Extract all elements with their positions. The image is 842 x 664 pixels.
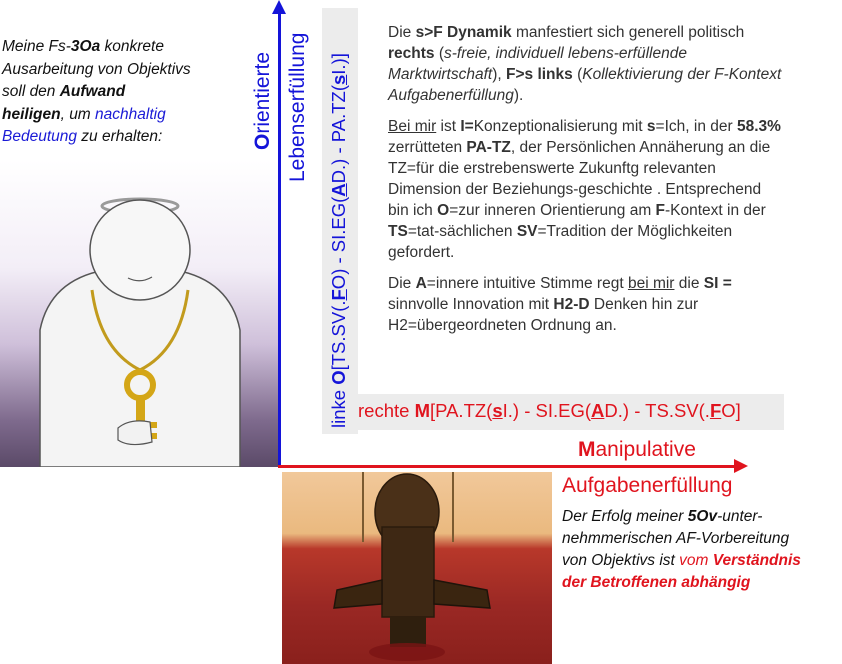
wooden-figure-illustration (282, 472, 552, 664)
figure-arm (334, 580, 382, 608)
intro-text: nachhaltig (95, 105, 166, 123)
text-span: Die (388, 275, 416, 292)
right-formula (358, 400, 741, 422)
text-span: Kollektivierung der F-Kontext Aufgabenerfüllung (388, 66, 782, 104)
red-stain (369, 643, 445, 661)
text-span: , der Persönlichen Annäherung an die TZ=für die erstrebenswerte Zukunftg relevanten Dimension der Beziehungs-geschichte . Entsprechend bin ich (388, 139, 771, 219)
x-axis-label-rest: anipulative (595, 438, 696, 461)
y-axis-line (278, 10, 281, 468)
left-formula-part: linke (328, 384, 349, 428)
explanation-paragraph (388, 22, 783, 106)
hand (118, 421, 152, 445)
left-formula-part: A (328, 183, 349, 197)
text-span: rechts (388, 45, 435, 62)
left-formula-part: [TS.SV(. (328, 300, 349, 371)
text-span: Denken hin zur H2=übergeordneten Ordnung an. (388, 296, 699, 334)
haloed-figure-illustration (0, 160, 280, 467)
text-span: zerrütteten (388, 139, 467, 156)
y-axis-label-initial: O (251, 133, 274, 150)
text-span: F (655, 202, 665, 219)
intro-text: Bedeutung (2, 128, 77, 145)
outro-text: von Objektivs ist (562, 552, 680, 569)
text-span: =Ich, in der (655, 118, 737, 135)
right-formula-part: M (414, 400, 430, 421)
text-span: s (646, 118, 656, 135)
text-span: s-freie, individuell lebens-erfüllende Marktwirtschaft (388, 45, 687, 83)
right-formula-part: F (709, 400, 722, 421)
text-span: F>s links (506, 66, 573, 83)
text-span: SV (516, 223, 538, 240)
left-formula-part: I.)] (328, 53, 349, 75)
outro-text: -unter- (717, 508, 763, 525)
right-formula-part: D.) - TS.SV(. (604, 400, 710, 421)
right-formula-part: I.) - SI.EG( (502, 400, 592, 421)
left-formula-part: F (328, 289, 349, 301)
text-span: =tat-sächlichen (407, 223, 517, 240)
intro-text: konkrete (100, 38, 164, 55)
intro-text: heiligen (2, 105, 61, 123)
x-axis-label-initial: M (578, 438, 596, 461)
intro-text: zu erhalten: (77, 128, 163, 145)
text-span: PA-TZ (466, 139, 511, 156)
text-span: manfestiert sich generell politisch (511, 24, 745, 41)
outro-text: vom (679, 552, 713, 569)
text-span: bei mir (627, 275, 675, 292)
text-span: =zur inneren Orientierung am (449, 202, 656, 219)
text-span: TS (388, 223, 408, 240)
text-span: ( (572, 66, 583, 83)
intro-text: Ausarbeitung von Objektivs (2, 60, 191, 78)
text-span: Die (388, 24, 416, 41)
intro-text: soll den (2, 83, 60, 100)
text-span: sinnvolle Innovation mit (388, 296, 554, 313)
explanation-paragraph (388, 273, 783, 336)
text-span: =Tradition der Möglichkeiten gefordert. (388, 223, 733, 261)
right-formula-part: [PA.TZ( (429, 400, 493, 421)
text-span: ). (513, 87, 524, 104)
text-span: 58.3% (736, 118, 781, 135)
right-formula-part: O] (721, 400, 741, 421)
text-span: O (437, 202, 450, 219)
head (90, 200, 190, 300)
outro-text: der Betroffenen abhängig (562, 574, 751, 591)
text-span: die (674, 275, 704, 292)
outro-text (562, 506, 842, 594)
y-axis-label (251, 52, 275, 150)
explanation-paragraph (388, 116, 783, 263)
intro-text: Meine Fs- (2, 38, 71, 55)
text-span: =innere intuitive Stimme regt (426, 275, 628, 292)
text-span: s>F Dynamik (415, 24, 512, 41)
left-formula (328, 53, 350, 428)
text-span: ( (434, 45, 444, 62)
x-axis-label (578, 438, 696, 462)
text-span: -Kontext in der (665, 202, 766, 219)
figure-body (382, 527, 434, 617)
right-formula-part: s (492, 400, 503, 421)
intro-text (2, 36, 232, 149)
explanation-text (388, 22, 783, 346)
haloed-figure-illustration (0, 160, 280, 467)
x-axis-line (278, 465, 736, 468)
text-span: Konzeptionalisierung mit (473, 118, 647, 135)
intro-text: Aufwand (59, 83, 126, 100)
x-axis-arrow-icon (734, 459, 748, 473)
right-formula-part: A (591, 400, 605, 421)
text-span: ), (492, 66, 506, 83)
y-axis-label-rest: rientierte (251, 51, 274, 134)
outro-text: Der Erfolg meiner (562, 508, 688, 525)
text-span: SI = (703, 275, 732, 292)
left-formula-part: O (328, 370, 349, 385)
left-formula-part: D.) - PA.TZ( (328, 85, 349, 184)
string (362, 472, 364, 542)
y-axis-sublabel: Lebenserfüllung (286, 32, 309, 182)
right-formula-part: rechte (358, 400, 415, 421)
outro-text: 5Ov (687, 508, 718, 525)
figure-arm (434, 580, 490, 608)
left-formula-part: O) - SI.EG( (328, 196, 349, 290)
string (452, 472, 454, 542)
text-span: I= (460, 118, 474, 135)
outro-text: nehmmerischen AF-Vorbereitung (562, 530, 790, 547)
left-formula-part: s (328, 74, 349, 85)
y-axis-arrow-icon (272, 0, 286, 14)
x-axis-sublabel: Aufgabenerfüllung (562, 474, 733, 497)
intro-text: 3Oa (70, 38, 101, 55)
outro-text: Verständnis (712, 552, 801, 569)
text-span: Bei mir (388, 118, 437, 135)
wooden-figure-illustration (282, 472, 552, 664)
text-span: ist (436, 118, 461, 135)
intro-text: , um (60, 105, 96, 123)
text-span: A (415, 275, 427, 292)
figure-base (390, 617, 426, 647)
text-span: H2-D (553, 296, 590, 313)
